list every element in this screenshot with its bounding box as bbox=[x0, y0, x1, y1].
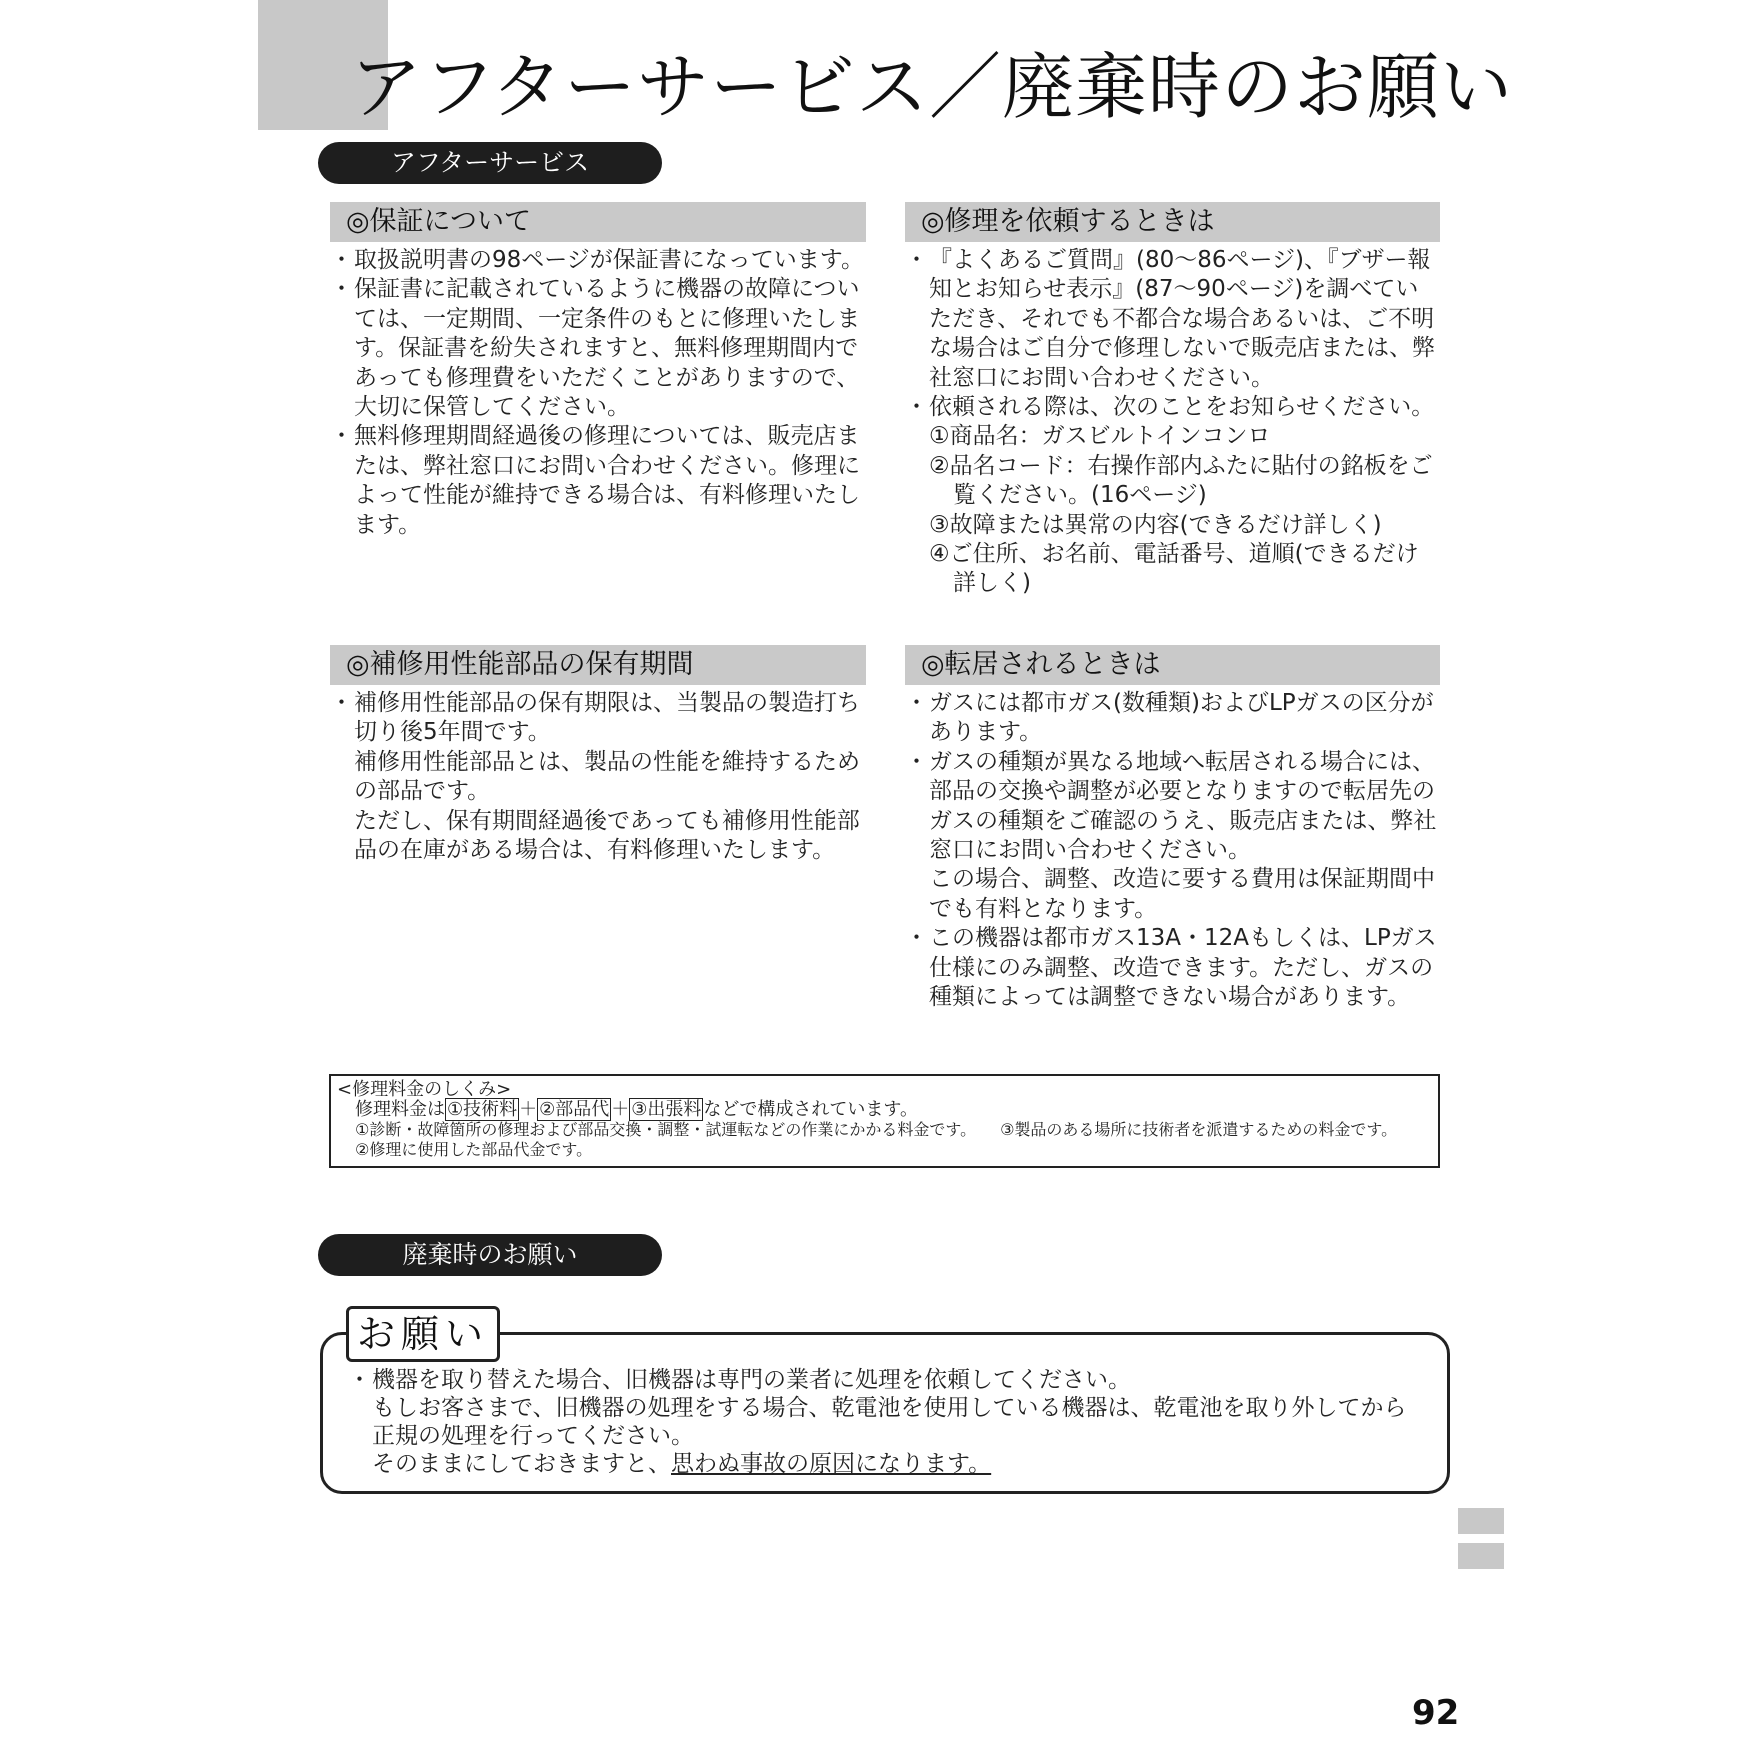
list-item: ・ 依頼される際は、次のことをお知らせください。 bbox=[905, 393, 1440, 422]
moving-heading: ◎転居されるときは bbox=[905, 645, 1440, 685]
fee-note-2: ②修理に使用した部品代金です。 bbox=[355, 1140, 593, 1159]
parts-note: ただし、保有期間経過後であっても補修用性能部品の在庫がある場合は、有料修理いたします。 bbox=[354, 807, 860, 864]
plus-sign: ＋ bbox=[611, 1099, 630, 1120]
repair-request-body bbox=[905, 246, 1440, 599]
warranty-body bbox=[330, 246, 866, 540]
list-item: ・ 取扱説明書の98ページが保証書になっています。 bbox=[330, 246, 866, 275]
detail-item: ③故障または異常の内容(できるだけ詳しく) bbox=[929, 511, 1382, 538]
moving-note: この場合、調整、改造に要する費用は保証期間中でも有料となります。 bbox=[929, 866, 1435, 922]
list-item: ・ 補修用性能部品の保有期限は、当製品の製造打ち切り後5年間です。 bbox=[330, 689, 866, 748]
side-tab bbox=[1458, 1543, 1504, 1569]
page-title: アフターサービス／廃棄時のお願い bbox=[350, 45, 1513, 129]
list-item: ・ 機器を取り替えた場合、旧機器は専門の業者に処理を依頼してください。 bbox=[348, 1366, 1428, 1394]
list-item: ・ ガスには都市ガス(数種類)およびLPガスの区分があります。 bbox=[905, 689, 1440, 748]
fee-notes-row bbox=[337, 1120, 1432, 1140]
notice-line bbox=[348, 1450, 1428, 1478]
fee-text: 修理料金は bbox=[355, 1099, 445, 1120]
notice-body bbox=[348, 1366, 1428, 1478]
fee-note-3: ③製品のある場所に技術者を派遣するための料金です。 bbox=[1000, 1120, 1398, 1139]
fee-text: などで構成されています。 bbox=[703, 1099, 918, 1120]
parts-heading: ◎補修用性能部品の保有期間 bbox=[330, 645, 866, 685]
notice-warning: 思わぬ事故の原因になります。 bbox=[671, 1451, 992, 1477]
repair-fee-box bbox=[329, 1074, 1440, 1168]
list-item: ・ 『よくあるご質問』(80～86ページ)、『ブザー報知とお知らせ表示』(87～90ページ)を調べていただき、それでも不都合な場合あるいは、ご不明な場合はご自分で修理しないで販売店または、弊社窓口にお問い合わせください。 bbox=[905, 246, 1440, 393]
fee-visit: ③出張料 bbox=[631, 1099, 702, 1120]
parts-body bbox=[330, 689, 866, 865]
fee-note-1: ①診断・故障箇所の修理および部品交換・調整・試運転などの作業にかかる料金です。 bbox=[355, 1120, 977, 1139]
detail-item: ①商品名：ガスビルトインコンロ bbox=[929, 423, 1271, 450]
side-tab bbox=[1458, 1508, 1504, 1534]
disposal-label: 廃棄時のお願い bbox=[318, 1234, 662, 1276]
notice-text: そのままにしておきますと、 bbox=[372, 1451, 671, 1477]
page-number: 92 bbox=[1412, 1693, 1460, 1733]
list-item: ・ 保証書に記載されているように機器の故障については、一定期間、一定条件のもとに修理いたします。保証書を紛失されますと、無料修理期間内であっても修理費をいただくことがありますので、大切に保管してください。 bbox=[330, 275, 866, 422]
fee-technical: ①技術料 bbox=[447, 1099, 518, 1120]
notice-line: もしお客さまで、旧機器の処理をする場合、乾電池を使用している機器は、乾電池を取り外してから正規の処理を行ってください。 bbox=[372, 1395, 1407, 1449]
detail-item: ②品名コード：右操作部内ふたに貼付の銘板をご覧ください。(16ページ) bbox=[929, 452, 1433, 509]
plus-sign: ＋ bbox=[519, 1099, 538, 1120]
notice-label: お願い bbox=[346, 1306, 500, 1362]
after-service-label: アフターサービス bbox=[318, 142, 662, 184]
repair-request-heading: ◎修理を依頼するときは bbox=[905, 202, 1440, 242]
list-item: ・ この機器は都市ガス13A・12Aもしくは、LPガス仕様にのみ調整、改造できます。ただし、ガスの種類によっては調整できない場合があります。 bbox=[905, 924, 1440, 1012]
moving-body bbox=[905, 689, 1440, 1012]
fee-parts: ②部品代 bbox=[539, 1099, 610, 1120]
fee-title: <修理料金のしくみ> bbox=[337, 1079, 512, 1100]
warranty-heading: ◎保証について bbox=[330, 202, 866, 242]
list-item: ・ ガスの種類が異なる地域へ転居される場合には、部品の交換や調整が必要となりますので転居先のガスの種類をご確認のうえ、販売店または、弊社窓口にお問い合わせください。 bbox=[905, 748, 1440, 866]
list-item: ・ 無料修理期間経過後の修理については、販売店または、弊社窓口にお問い合わせください。修理によって性能が維持できる場合は、有料修理いたします。 bbox=[330, 422, 866, 540]
detail-item: ④ご住所、お名前、電話番号、道順(できるだけ詳しく) bbox=[929, 541, 1419, 597]
parts-note: 補修用性能部品とは、製品の性能を維持するための部品です。 bbox=[354, 748, 860, 805]
fee-formula bbox=[337, 1100, 1432, 1120]
